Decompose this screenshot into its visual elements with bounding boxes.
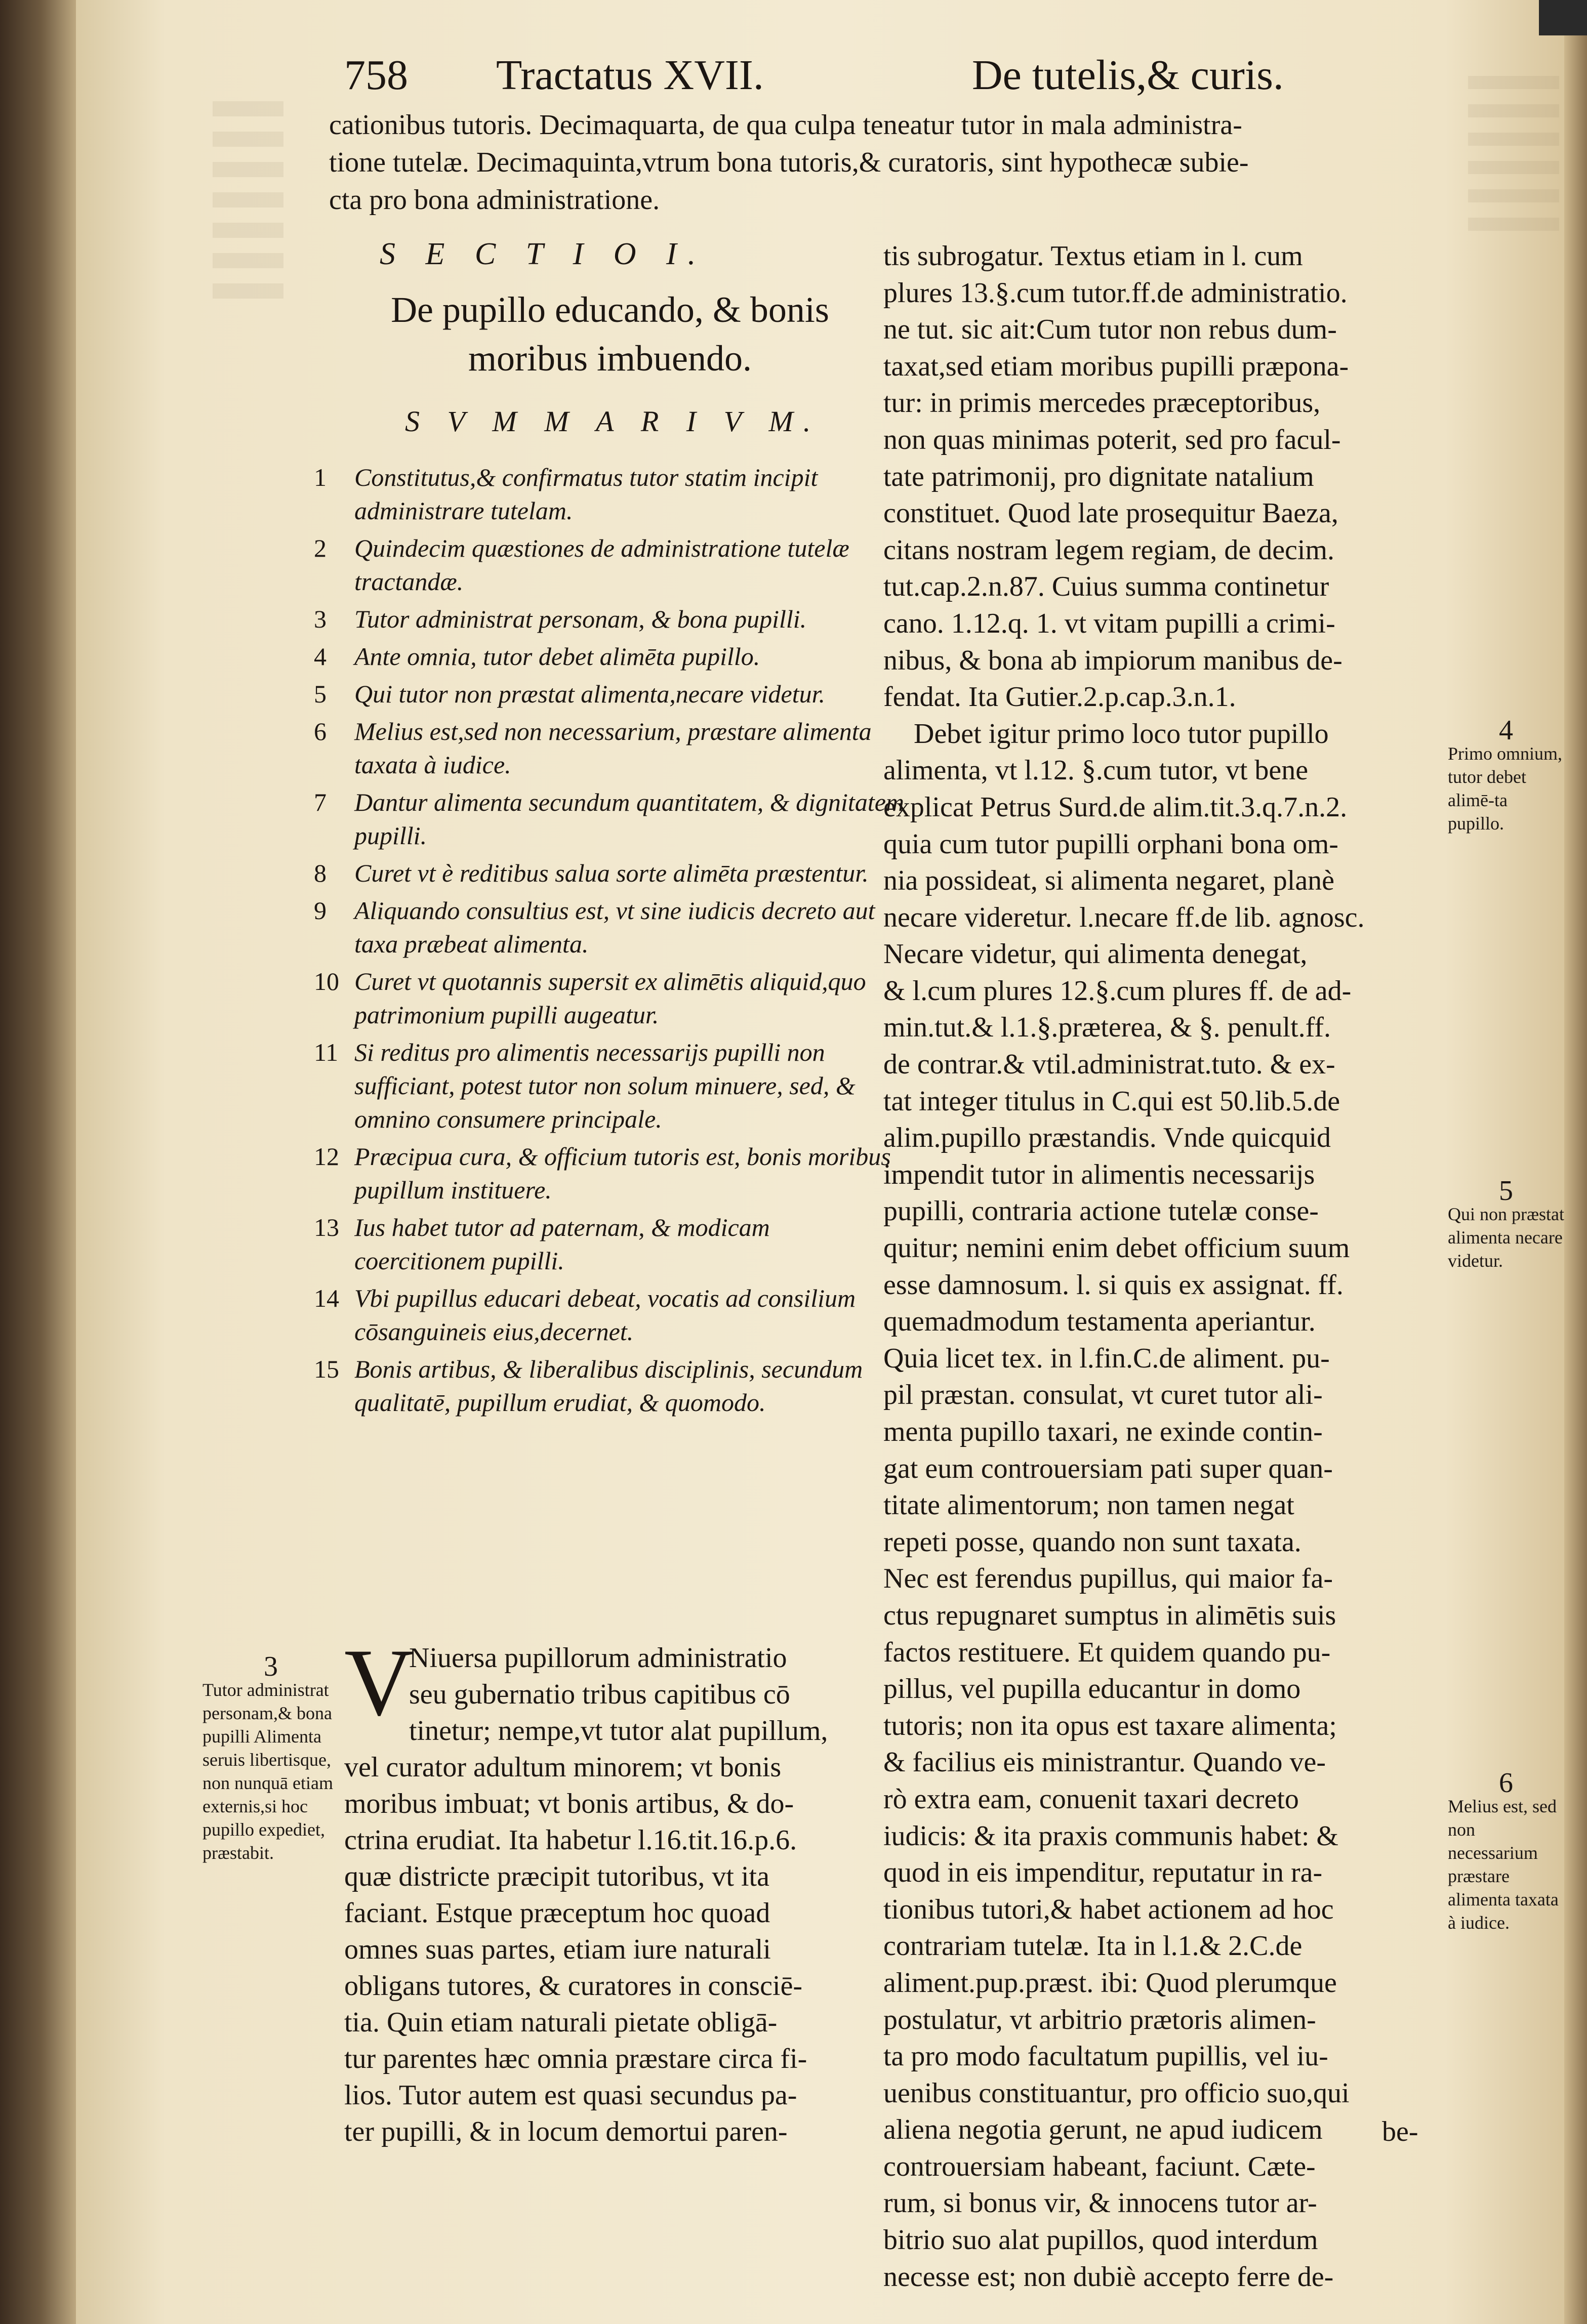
body-line: de contrar.& vtil.administrat.tuto. & ex- (883, 1049, 1335, 1081)
body-line: tur parentes hæc omnia præstare circa fi- (344, 2043, 807, 2074)
summary-item-number: 1 (314, 463, 327, 491)
summary-item-text: Vbi pupillus educari debeat, vocatis ad consilium cōsanguineis eius,decernet. (354, 1284, 856, 1346)
summary-item-number: 13 (314, 1213, 339, 1241)
margin-note-4 (1448, 715, 1564, 835)
body-line: controuersiam habeant, faciunt. Cæte- (883, 2150, 1316, 2182)
summary-item (314, 640, 906, 673)
body-line: & facilius eis ministrantur. Quando ve- (883, 1747, 1326, 1778)
running-title: De tutelis,& curis. (972, 52, 1284, 99)
body-line: tia. Quin etiam naturali pietate obligā- (344, 2007, 778, 2038)
body-line: impendit tutor in alimentis necessarijs (883, 1158, 1315, 1190)
body-line: contrariam tutelæ. Ita in l.1.& 2.C.de (883, 1930, 1303, 1962)
page-edge (1564, 0, 1587, 2324)
body-line: Nec est ferendus pupillus, qui maior fa- (883, 1563, 1333, 1595)
summary-item (314, 1140, 906, 1207)
body-line: necesse est; non dubiè accepto ferre de- (883, 2261, 1334, 2293)
left-column (314, 228, 906, 1423)
body-line: tut.cap.2.n.87. Cuius summa continetur (883, 571, 1329, 603)
intro-line: cta pro bona administratione. (329, 184, 660, 216)
margin-note-5 (1448, 1175, 1564, 1272)
summary-item-text: Aliquando consultius est, vt sine iudicis decreto aut taxa præbeat alimenta. (354, 896, 875, 958)
summary-item (314, 677, 906, 711)
summary-item-number: 14 (314, 1284, 339, 1312)
body-line: quitur; nemini enim debet officium suum (883, 1232, 1350, 1264)
summary-item-text: Tutor administrat personam, & bona pupilli. (354, 605, 807, 633)
body-line: alimenta, vt l.12. §.cum tutor, vt bene (883, 755, 1309, 786)
body-line: rum, si bonus vir, & innocens tutor ar- (883, 2187, 1317, 2219)
margin-note-number: 6 (1499, 1767, 1513, 1799)
body-line: ctus repugnaret sumptus in alimētis suis (883, 1599, 1336, 1631)
summary-item (314, 785, 906, 852)
summary-item-text: Curet vt quotannis supersit ex alimētis aliquid,quo patrimonium pupilli augeatur. (354, 967, 866, 1029)
section-title (314, 285, 906, 383)
summary-item-number: 7 (314, 788, 327, 816)
right-body-lines (883, 238, 1445, 2295)
summary-item-text: Curet vt è reditibus salua sorte alimēta præstentur. (354, 859, 869, 887)
summary-item-number: 8 (314, 859, 327, 887)
summary-item (314, 1352, 906, 1419)
body-line: rò extra eam, conuenit taxari decreto (883, 1783, 1299, 1815)
body-line: quemadmodum testamenta aperiantur. (883, 1306, 1316, 1338)
summary-item-number: 2 (314, 534, 327, 562)
summary-item (314, 1281, 906, 1348)
margin-note-number: 4 (1499, 715, 1513, 746)
body-line: tat integer titulus in C.qui est 50.lib.5.de (883, 1085, 1340, 1117)
body-line: menta pupillo taxari, ne exinde contin- (883, 1416, 1323, 1447)
intro-paragraph (329, 106, 1433, 219)
summary-item (314, 894, 906, 961)
body-line: & l.cum plures 12.§.cum plures ff. de ad- (883, 975, 1352, 1007)
page-number: 758 (344, 52, 408, 99)
body-line: tinetur; nempe,vt tutor alat pupillum, (409, 1715, 828, 1747)
summary-item (314, 856, 906, 890)
body-line: quod in eis impenditur, reputatur in ra- (883, 1857, 1323, 1889)
summary-item (314, 1035, 906, 1136)
body-line: aliment.pup.præst. ibi: Quod plerumque (883, 1967, 1337, 1999)
body-line: aliena negotia gerunt, ne apud iudicem (883, 2114, 1323, 2146)
summary-item-text: Si reditus pro alimentis necessarijs pupilli non sufficiant, potest tutor non solum minuere, sed, & omnino consumere principale. (354, 1038, 856, 1133)
left-body-text (344, 1630, 901, 2150)
summary-item (314, 715, 906, 781)
body-line: esse damnosum. l. si quis ex assignat. ff. (883, 1269, 1344, 1301)
section-label: S E C T I O I. (380, 237, 707, 271)
left-body-lines (344, 1630, 901, 2150)
body-line: ter pupilli, & in locum demortui paren- (344, 2116, 788, 2147)
summary-item (314, 1211, 906, 1277)
summary-item-number: 6 (314, 717, 327, 745)
body-line: seu gubernatio tribus capitibus cō (409, 1679, 790, 1710)
body-line: nibus, & bona ab impiorum manibus de- (883, 644, 1342, 676)
section-title-line: moribus imbuendo. (468, 338, 752, 379)
body-line: factos restituere. Et quidem quando pu- (883, 1636, 1331, 1668)
margin-note-number: 3 (264, 1651, 278, 1682)
body-line: ctrina erudiat. Ita habetur l.16.tit.16.p.6. (344, 1824, 797, 1856)
show-through-left (213, 101, 283, 314)
body-line: Niuersa pupillorum administratio (409, 1642, 787, 1674)
body-line: ne tut. sic ait:Cum tutor non rebus dum- (883, 314, 1337, 346)
body-line: titate alimentorum; non tamen negat (883, 1489, 1294, 1521)
running-header (344, 51, 1347, 106)
body-line: gat eum controuersiam pati super quan- (883, 1452, 1333, 1484)
summary-item-number: 15 (314, 1355, 339, 1383)
body-line: tionibus tutori,& habet actionem ad hoc (883, 1893, 1334, 1925)
body-line: bitrio suo alat pupillos, quod interdum (883, 2224, 1318, 2256)
body-line: moribus imbuat; vt bonis artibus, & do- (344, 1788, 794, 1819)
margin-note-number: 5 (1499, 1175, 1513, 1207)
body-line: faciant. Estque præceptum hoc quoad (344, 1897, 770, 1929)
body-line: obligans tutores, & curatores in consciē- (344, 1970, 803, 2002)
body-line: nia possideat, si alimenta negaret, planè (883, 865, 1335, 897)
body-line: explicat Petrus Surd.de alim.tit.3.q.7.n.2. (883, 791, 1348, 823)
body-line: citans nostram legem regiam, de decim. (883, 534, 1335, 566)
margin-note-text: Melius est, sed non necessarium præstare alimenta taxata à iudice. (1448, 1796, 1559, 1933)
summary-item-text: Ante omnia, tutor debet alimēta pupillo. (354, 642, 760, 671)
summary-item (314, 531, 906, 598)
body-line: pillus, vel pupilla educantur in domo (883, 1673, 1301, 1705)
body-line: omnes suas partes, etiam iure naturali (344, 1934, 771, 1965)
body-line: ta pro modo facultatum pupillis, vel iu- (883, 2041, 1328, 2072)
summary-item-text: Bonis artibus, & liberalibus disciplinis, secundum qualitatē, pupillum erudiat, & quomodo. (354, 1355, 863, 1417)
treatise-title: Tractatus XVII. (496, 52, 764, 99)
intro-line: cationibus tutoris. Decimaquarta, de qua culpa teneatur tutor in mala administra- (329, 109, 1242, 141)
body-line: constituet. Quod late prosequitur Baeza, (883, 497, 1338, 529)
body-line: quia cum tutor pupilli orphani bona om- (883, 828, 1338, 860)
body-line: plures 13.§.cum tutor.ff.de administratio. (883, 277, 1348, 309)
summary-item-text: Constitutus,& confirmatus tutor statim incipit administrare tutelam. (354, 463, 818, 525)
body-line: tis subrogatur. Textus etiam in l. cum (883, 240, 1303, 272)
body-line: cano. 1.12.q. 1. vt vitam pupilli a crimi- (883, 607, 1335, 639)
summary-label: S V M M A R I V M. (405, 405, 821, 438)
body-line: min.tut.& l.1.§.præterea, & §. penult.ff. (883, 1012, 1331, 1044)
body-line: quæ districte præcipit tutoribus, vt ita (344, 1861, 769, 1892)
summary-list (314, 461, 906, 1419)
summary-item-number: 9 (314, 896, 327, 925)
margin-note-6 (1448, 1767, 1564, 1934)
summary-item-number: 4 (314, 642, 327, 671)
summary-item-number: 10 (314, 967, 339, 995)
summary-item-number: 11 (314, 1038, 339, 1066)
body-line: iudicis: & ita praxis communis habet: & (883, 1820, 1338, 1852)
body-line: alim.pupillo præstandis. Vnde quicquid (883, 1122, 1331, 1154)
margin-note-text: Primo omnium, tutor debet alimē-ta pupillo. (1448, 743, 1563, 834)
body-line: repeti posse, quando non sunt taxata. (883, 1526, 1301, 1558)
right-column (883, 238, 1445, 2295)
summary-item-text: Qui tutor non præstat alimenta,necare videtur. (354, 680, 826, 708)
body-line: Debet igitur primo loco tutor pupillo (914, 718, 1329, 750)
scan-corner (1539, 0, 1587, 35)
body-line: tur: in primis mercedes præceptoribus, (883, 387, 1321, 419)
show-through-right (1468, 76, 1559, 238)
summary-item (314, 965, 906, 1031)
summary-item (314, 461, 906, 527)
summary-item (314, 602, 906, 636)
catchword: be- (1382, 2116, 1418, 2147)
body-line: postulatur, vt arbitrio prætoris alimen- (883, 2004, 1316, 2036)
body-line: Necare videtur, qui alimenta denegat, (883, 938, 1308, 970)
body-line: non quas minimas poterit, sed pro facul- (883, 424, 1341, 455)
section-title-line: De pupillo educando, & bonis (391, 289, 829, 330)
body-line: vel curator adultum minorem; vt bonis (344, 1752, 782, 1783)
body-line: Quia licet tex. in l.fin.C.de aliment. pu- (883, 1342, 1330, 1374)
body-line: tutoris; non ita opus est taxare alimenta; (883, 1710, 1337, 1741)
body-line: tate patrimonij, pro dignitate natalium (883, 461, 1314, 492)
body-line: uenibus constituantur, pro officio suo,qui (883, 2077, 1350, 2109)
summary-item-number: 3 (314, 605, 327, 633)
summary-item-number: 5 (314, 680, 327, 708)
body-line: lios. Tutor autem est quasi secundus pa- (344, 2080, 797, 2111)
body-line: pupilli, contraria actione tutelæ conse- (883, 1195, 1319, 1227)
intro-line: tione tutelæ. Decimaquinta,vtrum bona tutoris,& curatoris, sint hypothecæ subie- (329, 147, 1249, 178)
margin-note-text: Tutor administrat personam,& bona pupilli Alimenta seruis libertisque, non nunquā etiam externis,si hoc pupillo expediet, præstabit. (202, 1680, 333, 1863)
margin-note-text: Qui non præstat alimenta necare videtur. (1448, 1204, 1564, 1271)
summary-item-text: Præcipua cura, & officium tutoris est, bonis moribus pupillum instituere. (354, 1142, 891, 1204)
margin-note-3 (202, 1651, 339, 1864)
body-line: pil præstan. consulat, vt curet tutor ali- (883, 1379, 1323, 1411)
body-line: fendat. Ita Gutier.2.p.cap.3.n.1. (883, 681, 1236, 713)
summary-item-number: 12 (314, 1142, 339, 1171)
body-line: taxat,sed etiam moribus pupilli præpona- (883, 350, 1349, 382)
summary-item-text: Dantur alimenta secundum quantitatem, & dignitatem pupilli. (354, 788, 905, 850)
body-line: necare videretur. l.necare ff.de lib. agnosc. (883, 901, 1365, 933)
summary-item-text: Quindecim quæstiones de administratione tutelæ tractandæ. (354, 534, 849, 596)
summary-item-text: Melius est,sed non necessarium, præstare alimenta taxata à iudice. (354, 717, 872, 779)
summary-item-text: Ius habet tutor ad paternam, & modicam coercitionem pupilli. (354, 1213, 770, 1275)
drop-cap: V (344, 1630, 414, 1736)
